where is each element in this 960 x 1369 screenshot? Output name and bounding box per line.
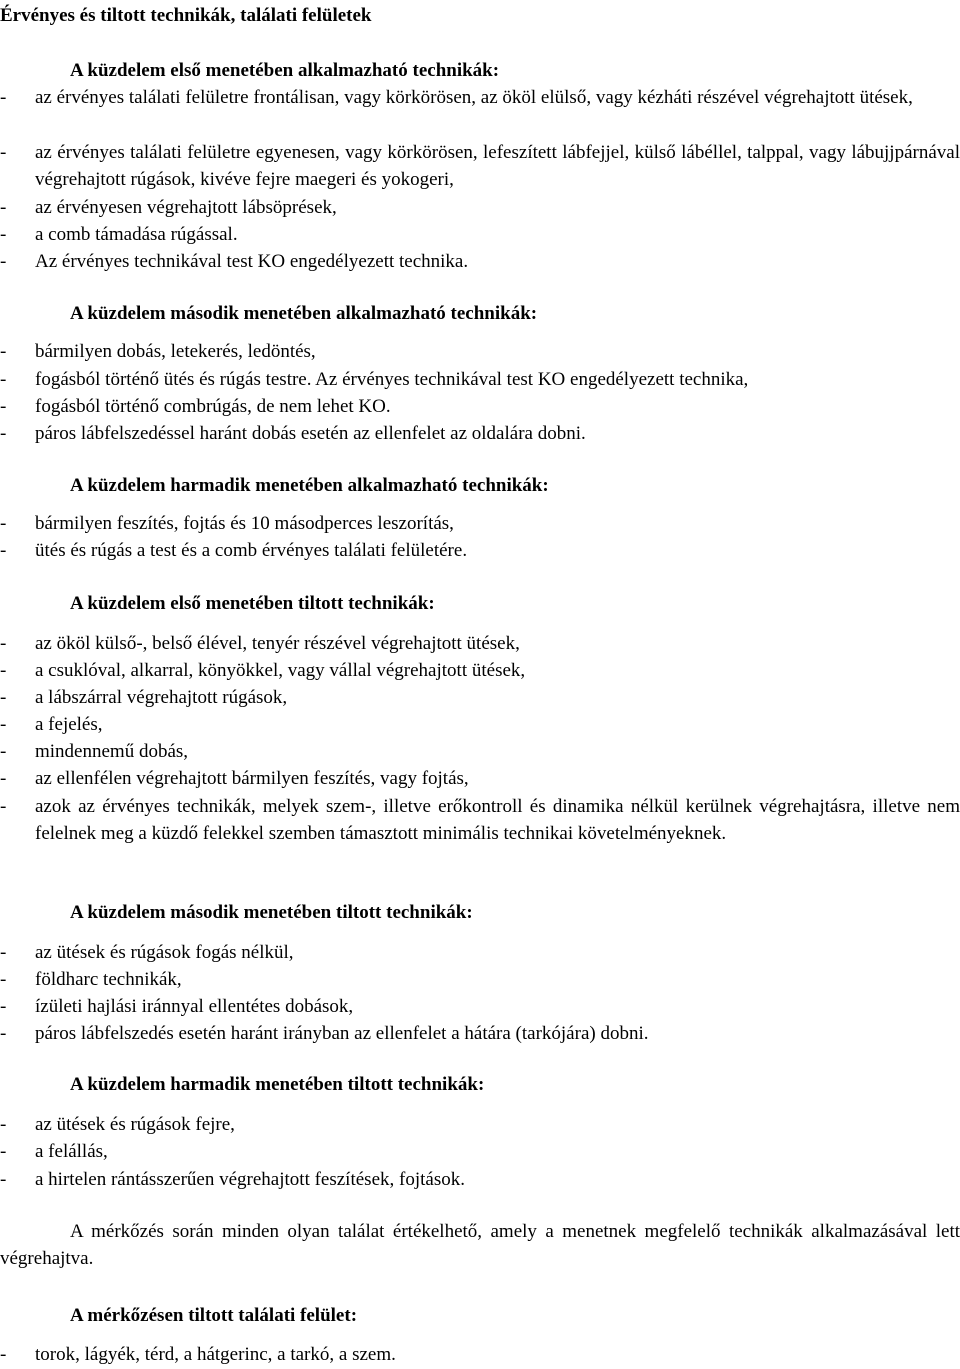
bullet-dash: - bbox=[0, 513, 7, 534]
bullet-dash: - bbox=[0, 741, 7, 762]
list-item-text: a hirtelen rántásszerűen végrehajtott feszítések, fojtások. bbox=[35, 1169, 465, 1190]
section-heading-round3-allowed: A küzdelem harmadik menetében alkalmazható technikák: bbox=[70, 475, 549, 496]
list-item-text: a csuklóval, alkarral, könyökkel, vagy vállal végrehajtott ütések, bbox=[35, 660, 526, 681]
section-heading-round3-forbidden: A küzdelem harmadik menetében tiltott technikák: bbox=[70, 1074, 485, 1095]
list-item-text: torok, lágyék, térd, a hátgerinc, a tarkó, a szem. bbox=[35, 1344, 396, 1365]
bullet-dash: - bbox=[0, 796, 7, 817]
bullet-dash: - bbox=[0, 633, 7, 654]
list-item-text: az ököl külső-, belső élével, tenyér részével végrehajtott ütések, bbox=[35, 633, 520, 654]
bullet-dash: - bbox=[0, 87, 7, 108]
bullet-dash: - bbox=[0, 341, 7, 362]
list-item-text: a comb támadása rúgással. bbox=[35, 224, 238, 245]
bullet-dash: - bbox=[0, 423, 7, 444]
list-item-text: páros lábfelszedéssel haránt dobás esetén az ellenfelet az oldalára dobni. bbox=[35, 423, 586, 444]
list-item-text: bármilyen feszítés, fojtás és 10 másodperces leszorítás, bbox=[35, 513, 454, 534]
list-item-text: az ütések és rúgások fejre, bbox=[35, 1114, 235, 1135]
section-heading-round2-allowed: A küzdelem második menetében alkalmazható technikák: bbox=[70, 303, 538, 324]
bullet-dash: - bbox=[0, 369, 7, 390]
bullet-dash: - bbox=[0, 660, 7, 681]
list-item-text: fogásból történő combrúgás, de nem lehet KO. bbox=[35, 396, 391, 417]
bullet-dash: - bbox=[0, 996, 7, 1017]
list-item-text: a fejelés, bbox=[35, 714, 103, 735]
list-item-text: Az érvényes technikával test KO engedélyezett technika. bbox=[35, 251, 469, 272]
bullet-dash: - bbox=[0, 1023, 7, 1044]
bullet-dash: - bbox=[0, 396, 7, 417]
bullet-dash: - bbox=[0, 142, 7, 163]
list-item-text: azok az érvényes technikák, melyek szem-, illetve erőkontroll és dinamika nélkül kerülnek végrehajtásra, illetve nem felelnek meg a küzdő felekkel szemben támasztott minimális technikai követelményeknek. bbox=[35, 796, 960, 845]
list-item-text: a felállás, bbox=[35, 1141, 108, 1162]
list-item-text: páros lábfelszedés esetén haránt irányban az ellenfelet a hátára (tarkójára) dobni. bbox=[35, 1023, 649, 1044]
bullet-dash: - bbox=[0, 942, 7, 963]
bullet-dash: - bbox=[0, 768, 7, 789]
bullet-dash: - bbox=[0, 687, 7, 708]
document-title: Érvényes és tiltott technikák, találati felületek bbox=[0, 5, 372, 26]
list-item-text: fogásból történő ütés és rúgás testre. Az érvényes technikával test KO engedélyezett technika, bbox=[35, 369, 749, 390]
bullet-dash: - bbox=[0, 197, 7, 218]
section-heading-round1-allowed: A küzdelem első menetében alkalmazható technikák: bbox=[70, 60, 500, 81]
bullet-dash: - bbox=[0, 1141, 7, 1162]
summary-paragraph bbox=[0, 1218, 960, 1273]
bullet-dash: - bbox=[0, 251, 7, 272]
list-item-text: mindennemű dobás, bbox=[35, 741, 189, 762]
bullet-dash: - bbox=[0, 969, 7, 990]
list-item-text: az érvényesen végrehajtott lábsöprések, bbox=[35, 197, 337, 218]
bullet-dash: - bbox=[0, 714, 7, 735]
summary-paragraph-text: A mérkőzés során minden olyan találat értékelhető, amely a menetnek megfelelő technikák alkalmazásával lett végrehajtva. bbox=[0, 1221, 960, 1270]
list-item-text: földharc technikák, bbox=[35, 969, 182, 990]
list-item-text: az ütések és rúgások fogás nélkül, bbox=[35, 942, 294, 963]
list-item-text: ízületi hajlási iránnyal ellentétes dobások, bbox=[35, 996, 354, 1017]
bullet-dash: - bbox=[0, 224, 7, 245]
list-item-text: a lábszárral végrehajtott rúgások, bbox=[35, 687, 288, 708]
list-item-text: bármilyen dobás, letekerés, ledöntés, bbox=[35, 341, 316, 362]
bullet-dash: - bbox=[0, 540, 7, 561]
section-heading-round1-forbidden: A küzdelem első menetében tiltott technikák: bbox=[70, 593, 435, 614]
bullet-dash: - bbox=[0, 1169, 7, 1190]
section-heading-forbidden-target: A mérkőzésen tiltott találati felület: bbox=[70, 1305, 358, 1326]
list-item-text: ütés és rúgás a test és a comb érvényes találati felületére. bbox=[35, 540, 468, 561]
bullet-dash: - bbox=[0, 1344, 7, 1365]
list-item-text: az ellenfélen végrehajtott bármilyen feszítés, vagy fojtás, bbox=[35, 768, 469, 789]
section-heading-round2-forbidden: A küzdelem második menetében tiltott technikák: bbox=[70, 902, 473, 923]
list-item-text: az érvényes találati felületre egyenesen, vagy körkörösen, lefeszített lábfejjel, külső lábéllel, talppal, vagy lábujjpárnával végrehajtott rúgások, kivéve fejre maegeri és yokogeri, bbox=[35, 142, 960, 191]
list-item-text: az érvényes találati felületre frontálisan, vagy körkörösen, az ököl elülső, vagy kézháti részével végrehajtott ütések, bbox=[35, 87, 913, 108]
bullet-dash: - bbox=[0, 1114, 7, 1135]
